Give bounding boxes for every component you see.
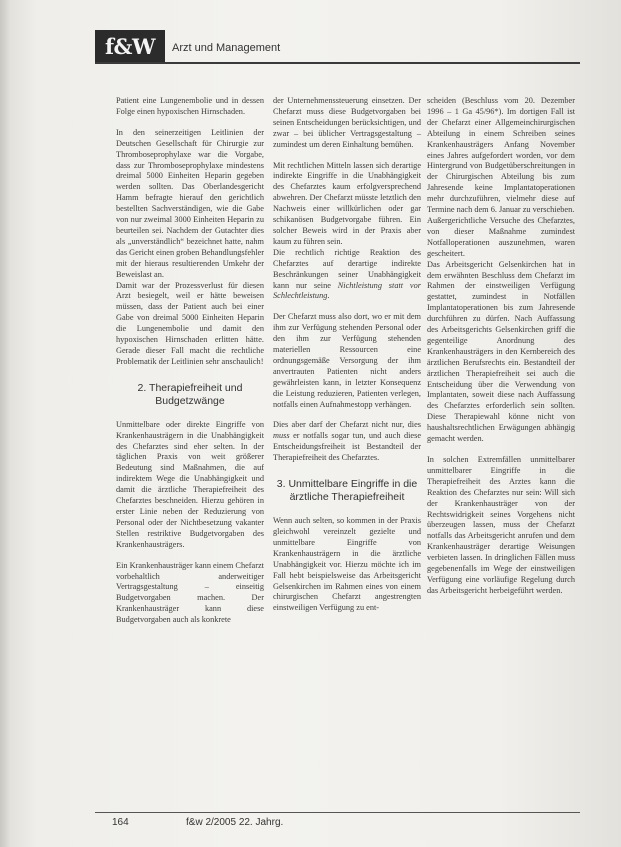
paragraph: Unmittelbare oder direkte Eingriffe von Krankenhausträgern in die Unabhängigkeit des Chefarztes sind eher selten. In der täglichen Praxis von weit größerer Bedeutung sind Maßnahmen, die auf indirektem Wege die Unabhängigkeit und damit die ärztliche Therapiefreiheit des Chefarztes beschneiden. Hierzu gehören in erster Linie neben der Reduzierung von Personal oder der Nichtbesetzung vakanter Stellen restriktive Budgetvorgaben des Krankenhausträgers. [116, 419, 264, 549]
paragraph-text: Die rechtlich richtige Reaktion des Chefarztes auf derartige indirekte Beschränkungen seiner Unabhängigkeit kann nur seine [273, 247, 421, 290]
paragraph [273, 420, 421, 464]
text-column-1 [116, 96, 264, 636]
text-column-2 [273, 96, 421, 624]
paragraph: Ein Krankenhausträger kann einem Chefarzt vorbehaltlich anderweitiger Vertragsgestaltung – einseitig Budgetvorgaben machen. Der Krankenhausträger kann diese Budgetvorgaben auch als konkrete [116, 560, 264, 625]
emphasis-text: Nichtleistung statt vor Schlechtleistung [273, 280, 421, 301]
paragraph: Mit rechtlichen Mitteln lassen sich derartige indirekte Eingriffe in die Unabhängigkeit des Chefarztes kaum erfolgversprechend abwehren. Der Chefarzt müsste letztlich den Nachweis einer willkürlichen oder gar schikanösen Budgetvorgabe führen. Ein solcher Beweis wird in der Praxis aber kaum zu führen sein. [273, 160, 421, 246]
paragraph: Das Arbeitsgericht Gelsenkirchen hat in dem erwähnten Beschluss dem Chefarzt im Rahmen der einstweiligen Verfügung gestattet, zumindest in Notfällen Implantatoperationen bis zum Jahresende durchführen zu dürfen. Nach Auffassung des Arbeitsgerichts Gelsenkirchen griff die gegenteilige Anordnung des Krankenhausträgers in den Kernbereich des ärztlichen Berufsrechts ein. Bestandteil der ärztlichen Therapiefreiheit sei auch die Entscheidung über die Verwendung von Implantaten, soweit diese nach Auffassung des Chefarztes erforderlich sein sollten. Diese Therapiewahl könne nicht von haushaltsrechtlichen Erwägungen abhängig gemacht werden. [427, 259, 575, 444]
scan-shadow [0, 0, 10, 847]
emphasis-text: muss [273, 431, 290, 441]
paragraph: der Unternehmenssteuerung einsetzen. Der Chefarzt muss diese Budgetvorgaben bei seinen Entscheidungen berücksichtigen, und zwar – bei üblicher Vertragsgestaltung – zumindest um deren Einhaltung bemühen. [273, 96, 421, 149]
header-rule [95, 62, 580, 64]
paragraph: Wenn auch selten, so kommen in der Praxis gleichwohl vereinzelt gezielte und unmittelbare Eingriffe von Krankenhausträgern in die ärztliche Unabhängigkeit vor. Hierzu möchte ich im Fall hebt beispielsweise das Arbeitsgericht Gelsenkirchen im Rahmen eines von einem chirurgischen Chefarzt angestrengten einstweiligen Verfügung zu ent- [273, 516, 421, 613]
paragraph: scheiden (Beschluss vom 20. Dezember 1996 – 1 Ga 45/96*). Im dortigen Fall ist der Chefarzt einer Allgemeinchirurgischen Abteilung in einem Schreiben seines Krankenhausträgers Anfang November eines Jahres aufgefordert worden, vor dem Hintergrund von Budgetüberschreitungen in der Chirurgischen Abteilung bis zum Jahresende keine Implantatoperationen mehr durchzuführen, vielmehr diese auf Termine nach dem 6. Januar zu verschieben. [427, 96, 575, 215]
issue-reference: f&w 2/2005 22. Jahrg. [186, 817, 284, 828]
paragraph-text: . [327, 291, 330, 301]
paragraph: In den seinerzeitigen Leitlinien der Deutschen Gesellschaft für Chirurgie zur Thromboseprophylaxe war die Vorgabe, dass zur Thromboseprophylaxe mindestens dreimal 5000 Einheiten Heparin gegeben werden sollten. Das Oberlandesgericht Hamm befragte hierauf den gerichtlich bestellten Sachverständigen, wie die Gabe von nur zweimal 3000 Einheiten Heparin zu beurteilen sei. Nachdem der Gutachter dies als „unverständlich“ bezeichnet hatte, nahm das Gericht einen groben Behandlungsfehler mit der hieraus resultierenden Umkehr der Beweislast an. [116, 127, 264, 279]
paragraph-text: er notfalls sogar tun, und auch diese Entscheidungsfreiheit ist Bestandteil der Therapiefreiheit des Chefarztes. [273, 431, 421, 463]
section-heading: 2. Therapiefreiheit und Budgetzwänge [137, 381, 243, 407]
section-title: Arzt und Management [172, 42, 281, 54]
text-column-3 [427, 96, 575, 607]
paragraph: Patient eine Lungenembolie und in dessen Folge einen hypoxischen Hirnschaden. [116, 96, 264, 116]
paragraph: In solchen Extremfällen unmittelbarer unmittelbarer Eingriffe in die Therapiefreiheit des Arztes kann die Reaktion des Chefarztes nur sein: Will sich der Krankenhausträger von der Rechtswidrigkeit seines Vorgehens nicht überzeugen lassen, muss der Chefarzt notfalls das Arbeitsgericht anrufen und dem Krankenhausträger derartige Weisungen verbieten lassen. In dringlichen Fällen muss gegebenenfalls im Wege der einstweiligen Verfügung eine vorläufige Regelung durch das Arbeitsgericht herbeigeführt werden. [427, 455, 575, 595]
footer-rule [95, 812, 580, 813]
paragraph: Damit war der Prozessverlust für diesen Arzt besiegelt, weil er hätte beweisen müssen, dass der Patient auch bei einer Gabe von dreimal 5000 Einheiten Heparin die Lungenembolie und damit den hypoxischen Hirnschaden erlitten hätte. Gerade dieser Fall macht die rechtliche Problematik der Leitlinien sehr anschaulich! [116, 280, 264, 366]
paragraph [273, 248, 421, 303]
paragraph: Der Chefarzt muss also dort, wo er mit dem ihm zur Verfügung stehenden Personal oder den ihm zur Verfügung stehenden materiellen Ressourcen eine ordnungsgemäße Versorgung der ihm anvertrauten Patienten nicht anders gewährleisten kann, in letzter Konsequenz die Leistung reduzieren, Patienten verlegen, notfalls einen Aufnahmestopp verhängen. [273, 312, 421, 409]
journal-logo: f&W [95, 30, 165, 62]
paragraph-text: Dies aber darf der Chefarzt nicht nur, dies [273, 420, 421, 430]
paragraph: Außergerichtliche Versuche des Chefarztes, von dieser Maßnahme zumindest Notfalloperationen auszunehmen, waren gescheitert. [427, 215, 575, 258]
section-heading: 3. Unmittelbare Eingriffe in die ärztliche Therapiefreiheit [276, 478, 418, 504]
page-number: 164 [112, 817, 129, 828]
